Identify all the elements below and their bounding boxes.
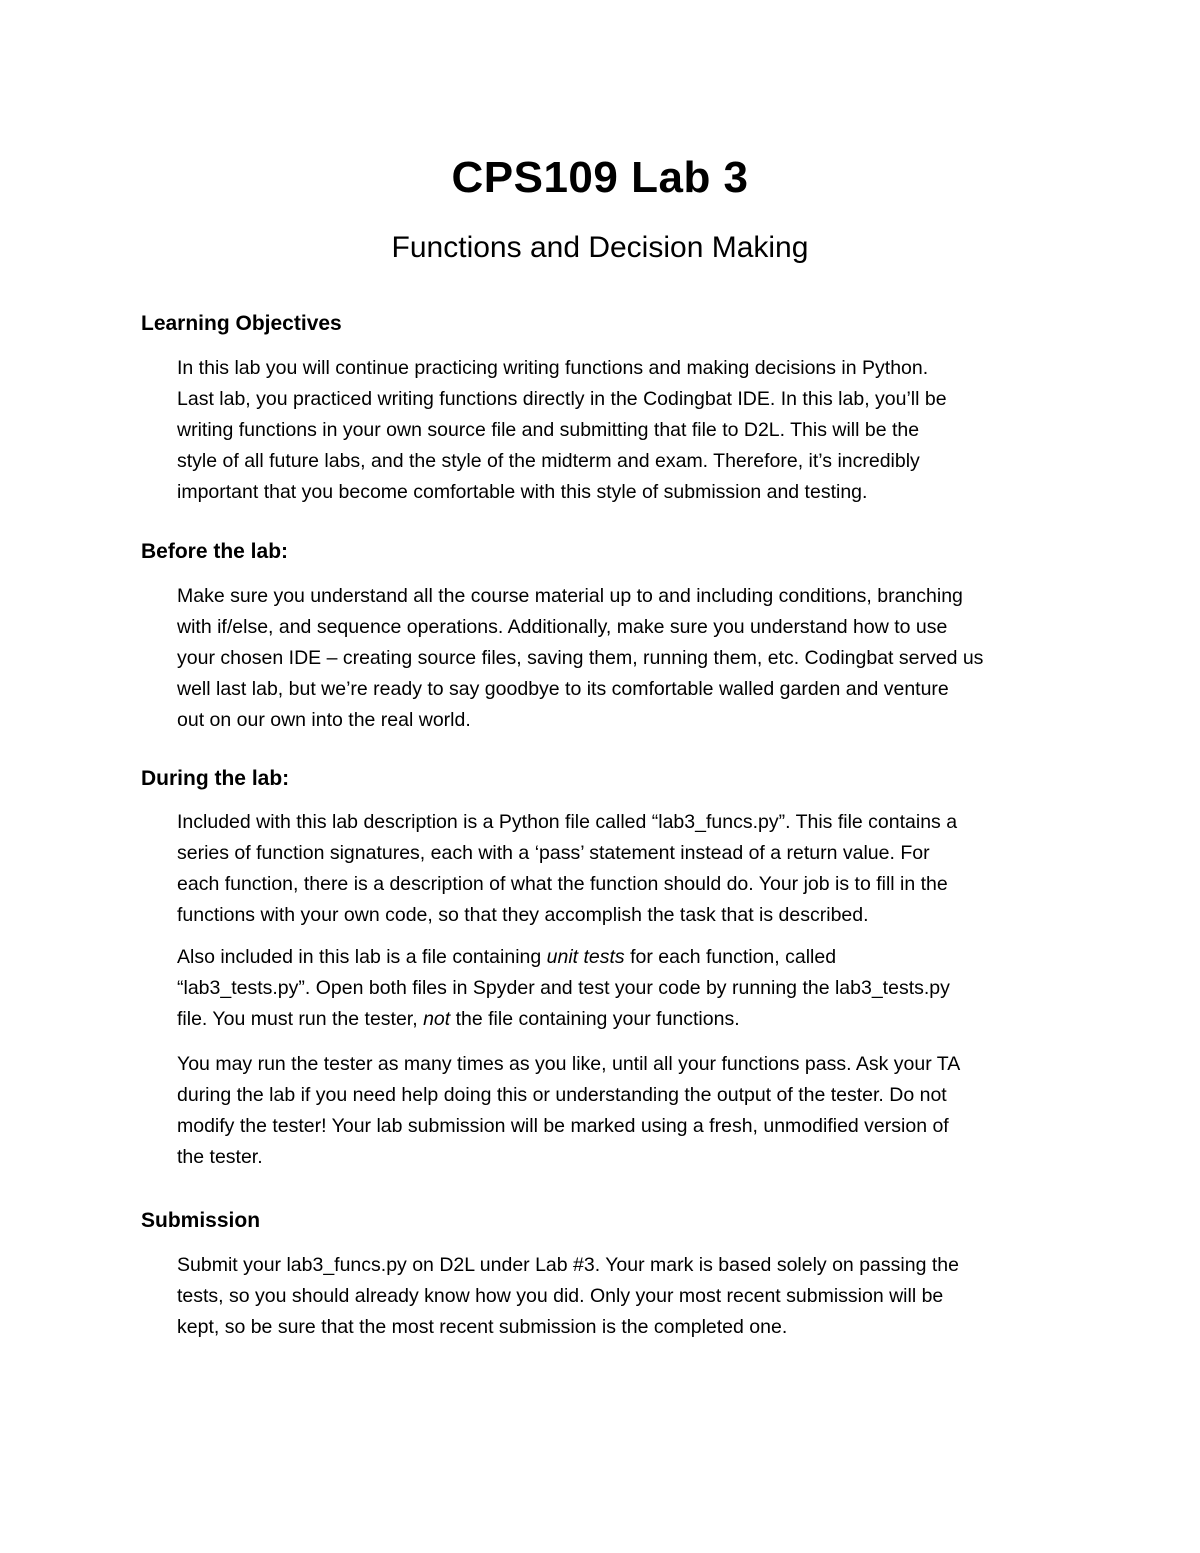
heading-submission: Submission <box>141 1209 261 1232</box>
paragraph-submission <box>177 1250 1067 1343</box>
text-line: style of all future labs, and the style of the midterm and exam. Therefore, it’s incredibly <box>177 450 920 472</box>
text-line: during the lab if you need help doing this or understanding the output of the tester. Do not <box>177 1084 947 1106</box>
text-line: kept, so be sure that the most recent submission is the completed one. <box>177 1316 788 1338</box>
text-line: Submit your lab3_funcs.py on D2L under Lab #3. Your mark is based solely on passing the <box>177 1254 959 1276</box>
text-line: writing functions in your own source file and submitting that file to D2L. This will be the <box>177 419 920 441</box>
heading-before-the-lab: Before the lab: <box>141 540 289 563</box>
text-run: the file containing your functions. <box>450 1008 740 1030</box>
emphasis-not: not <box>423 1008 451 1030</box>
heading-during-the-lab: During the lab: <box>141 767 290 790</box>
text-line: Last lab, you practiced writing functions directly in the Codingbat IDE. In this lab, you’ll be <box>177 388 947 410</box>
document-title: CPS109 Lab 3 <box>451 153 749 202</box>
text-line <box>177 942 1067 973</box>
text-line: Included with this lab description is a Python file called “lab3_funcs.py”. This file contains a <box>177 811 958 833</box>
text-line: out on our own into the real world. <box>177 709 471 731</box>
text-run: for each function, called <box>624 946 837 968</box>
paragraph-during-the-lab-1 <box>177 807 1067 931</box>
text-line: “lab3_tests.py”. Open both files in Spyder and test your code by running the lab3_tests.py <box>177 977 950 999</box>
emphasis-unit-tests: unit tests <box>546 946 625 968</box>
text-run: file. You must run the tester, <box>177 1008 424 1030</box>
text-line: You may run the tester as many times as you like, until all your functions pass. Ask your TA <box>177 1053 961 1075</box>
document-subtitle: Functions and Decision Making <box>391 231 809 264</box>
text-line: tests, so you should already know how you did. Only your most recent submission will be <box>177 1285 944 1307</box>
paragraph-learning-objectives <box>177 353 1067 508</box>
text-line: series of function signatures, each with a ‘pass’ statement instead of a return value. For <box>177 842 930 864</box>
text-line: In this lab you will continue practicing writing functions and making decisions in Python. <box>177 357 929 379</box>
text-line: well last lab, but we’re ready to say goodbye to its comfortable walled garden and venture <box>177 678 949 700</box>
paragraph-during-the-lab-2 <box>177 942 1067 1035</box>
text-line: your chosen IDE – creating source files, saving them, running them, etc. Codingbat served us <box>177 647 984 669</box>
paragraph-before-the-lab <box>177 581 1067 736</box>
text-line: each function, there is a description of what the function should do. Your job is to fill in the <box>177 873 948 895</box>
heading-learning-objectives: Learning Objectives <box>141 312 342 335</box>
text-line <box>177 1004 1067 1035</box>
text-line: functions with your own code, so that they accomplish the task that is described. <box>177 904 869 926</box>
text-line: important that you become comfortable with this style of submission and testing. <box>177 481 868 503</box>
paragraph-during-the-lab-3 <box>177 1049 1067 1173</box>
text-line: Make sure you understand all the course material up to and including conditions, branching <box>177 585 963 607</box>
text-line: with if/else, and sequence operations. Additionally, make sure you understand how to use <box>177 616 948 638</box>
text-line: modify the tester! Your lab submission will be marked using a fresh, unmodified version of <box>177 1115 949 1137</box>
text-line: the tester. <box>177 1146 263 1168</box>
text-run: Also included in this lab is a file containing <box>177 946 547 968</box>
